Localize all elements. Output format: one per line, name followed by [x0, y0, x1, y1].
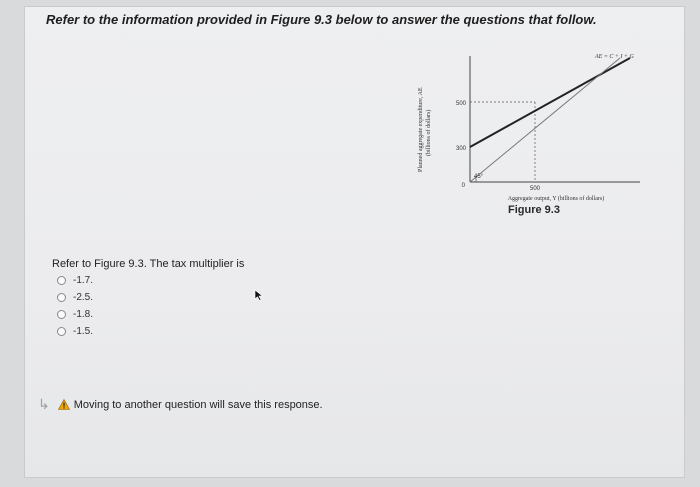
question-text: Refer to Figure 9.3. The tax multiplier is — [52, 258, 245, 270]
ae-line — [470, 58, 630, 147]
option-b[interactable] — [57, 289, 93, 306]
radio-b[interactable] — [57, 293, 66, 302]
y-tick-label-500: 500 — [455, 101, 466, 107]
option-d-label: -1.5. — [73, 326, 94, 337]
ae-line-label: AE = C + I + G — [595, 54, 634, 60]
origin-label: 0 — [461, 183, 465, 189]
answer-options — [57, 272, 93, 340]
save-notice — [38, 396, 323, 413]
option-b-label: -2.5. — [73, 292, 94, 303]
option-a[interactable] — [57, 272, 93, 289]
warning-icon — [58, 399, 70, 410]
option-c[interactable] — [57, 306, 93, 323]
radio-a[interactable] — [57, 276, 66, 285]
radio-d[interactable] — [57, 327, 66, 336]
return-arrow-icon: ↳ — [38, 396, 50, 412]
x-tick-label-500: 500 — [529, 186, 541, 192]
y-axis-title: Planned aggregate expenditure, AE — [418, 87, 424, 172]
mouse-pointer-icon — [254, 289, 264, 301]
question-instructions: Refer to the information provided in Figure 9.3 below to answer the questions that follow. — [46, 12, 597, 27]
radio-c[interactable] — [57, 310, 66, 319]
option-c-label: -1.8. — [73, 309, 94, 320]
angle-label: 45° — [474, 174, 484, 180]
option-d[interactable] — [57, 323, 93, 340]
save-notice-text: Moving to another question will save this response. — [73, 398, 323, 411]
x-axis-title: Aggregate output, Y (billions of dollars) — [507, 196, 605, 202]
y-axis-title-line2: (billions of dollars) — [426, 109, 432, 156]
option-a-label: -1.7. — [73, 275, 94, 286]
line-45 — [470, 58, 620, 182]
y-tick-label-300: 300 — [455, 146, 466, 152]
figure-caption: Figure 9.3 — [508, 204, 560, 216]
